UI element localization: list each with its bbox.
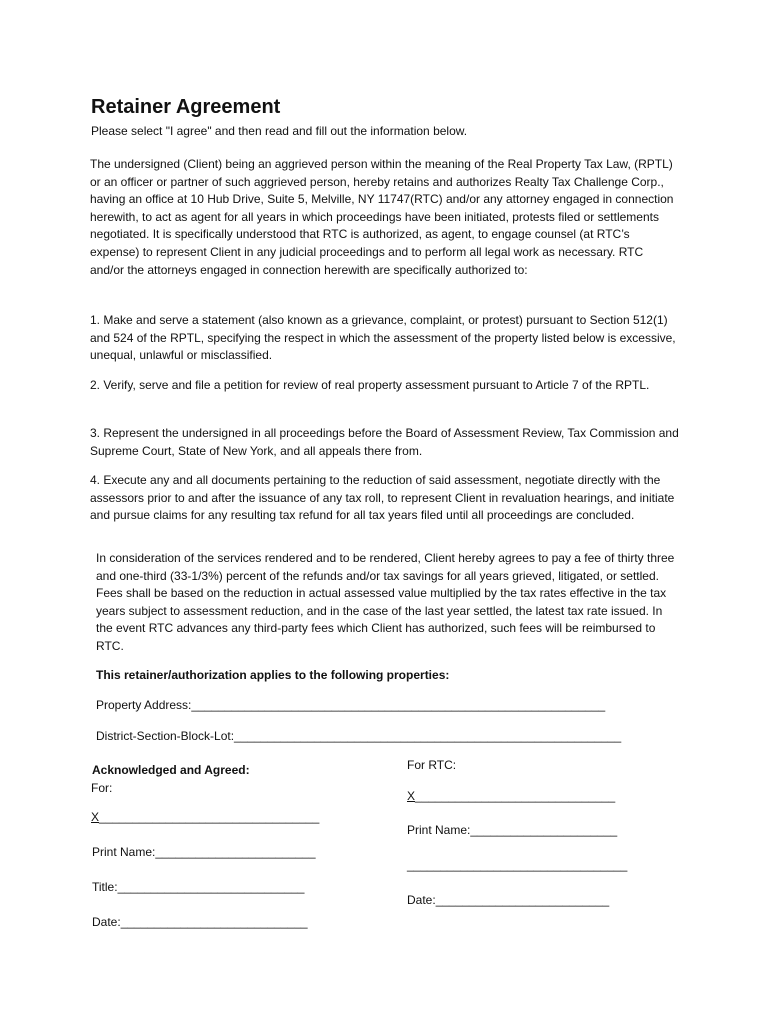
client-print-name-label: Print Name:	[92, 845, 156, 859]
rtc-print-name-label: Print Name:	[407, 823, 471, 837]
authorization-item-3: 3. Represent the undersigned in all proceedings before the Board of Assessment Review, Tax Commission and Supreme Court, State of New York, and all appeals there from.	[90, 426, 679, 458]
client-date-label: Date:	[92, 915, 121, 929]
district-section-block-lot-field[interactable]	[96, 729, 621, 743]
acknowledged-heading: Acknowledged and Agreed:	[92, 763, 250, 777]
property-address-label: Property Address:	[96, 698, 192, 712]
authorization-item-4: 4. Execute any and all documents pertaining to the reduction of said assessment, negotiate directly with the assessors prior to and after the issuance of any tax roll, to represent Client in revaluation hearings, and initiate and pursue claims for any resulting tax refund for all tax years filed until all proceedings are concluded.	[90, 473, 675, 523]
authorization-item-2: 2. Verify, serve and file a petition for review of real property assessment pursuant to Article 7 of the RPTL.	[90, 378, 650, 392]
properties-heading: This retainer/authorization applies to the following properties:	[96, 668, 450, 682]
client-signature-line[interactable]: _________________________________	[99, 810, 320, 824]
client-date-line[interactable]: ____________________________	[120, 915, 308, 929]
property-address-field[interactable]	[96, 698, 605, 712]
intro-paragraph: The undersigned (Client) being an aggrieved person within the meaning of the Real Property Tax Law, (RPTL) or an officer or partner of such aggrieved person, hereby retains and authorizes Realty Tax Challenge Corp., having an office at 10 Hub Drive, Suite 5, Melville, NY 11747(RTC) and/or any attorney engaged in connection herewith, to act as agent for all years in which proceedings have been initiated, protests filed or settlements negotiated. It is specifically understood that RTC is authorized, as agent, to engage counsel (at RTC’s expense) to represent Client in any judicial proceedings and to perform all legal work as necessary. RTC and/or the attorneys engaged in connection herewith are specifically authorized to:	[90, 157, 674, 277]
rtc-signature-field[interactable]	[407, 789, 615, 803]
rtc-blank-line[interactable]: _________________________________	[407, 858, 628, 872]
rtc-date-label: Date:	[407, 893, 436, 907]
client-print-name-line[interactable]: ________________________	[155, 845, 316, 859]
rtc-signature-line[interactable]: ______________________________	[415, 789, 616, 803]
client-title-line[interactable]: ____________________________	[117, 880, 305, 894]
client-date-field[interactable]	[92, 915, 308, 929]
rtc-date-line[interactable]: __________________________	[435, 893, 610, 907]
client-signature-field[interactable]	[91, 810, 319, 824]
fee-consideration-paragraph: In consideration of the services rendered and to be rendered, Client hereby agrees to pay a fee of thirty three and one-third (33-1/3%) percent of the refunds and/or tax savings for all years grieved, litigated, or settled. Fees shall be based on the reduction in actual assessed value multiplied by the tax rates effective in the tax years subject to assessment reduction, and in the case of the last year settled, the latest tax rate issued. In the event RTC advances any third-party fees which Client has authorized, such fees will be reimbursed to RTC.	[96, 551, 675, 653]
instructions-text: Please select "I agree" and then read and fill out the information below.	[91, 124, 468, 138]
rtc-date-field[interactable]	[407, 893, 609, 907]
client-title-label: Title:	[92, 880, 118, 894]
client-signature-x: X	[91, 810, 100, 824]
rtc-heading: For RTC:	[407, 758, 457, 772]
client-for-label: For:	[91, 781, 113, 795]
property-address-line[interactable]: ______________________________________________________________	[191, 698, 606, 712]
district-section-block-lot-label: District-Section-Block-Lot:	[96, 729, 235, 743]
district-section-block-lot-line[interactable]: __________________________________________________________	[234, 729, 622, 743]
client-title-field[interactable]	[92, 880, 304, 894]
authorization-item-1: 1. Make and serve a statement (also known as a grievance, complaint, or protest) pursuant to Section 512(1) and 524 of the RPTL, specifying the respect in which the assessment of the property listed below is excessive, unequal, unlawful or misclassified.	[90, 313, 676, 363]
client-print-name-field[interactable]	[92, 845, 316, 859]
rtc-print-name-line[interactable]: ______________________	[470, 823, 618, 837]
document-title: Retainer Agreement	[91, 96, 281, 118]
rtc-signature-x: X	[407, 789, 416, 803]
rtc-print-name-field[interactable]	[407, 823, 617, 837]
